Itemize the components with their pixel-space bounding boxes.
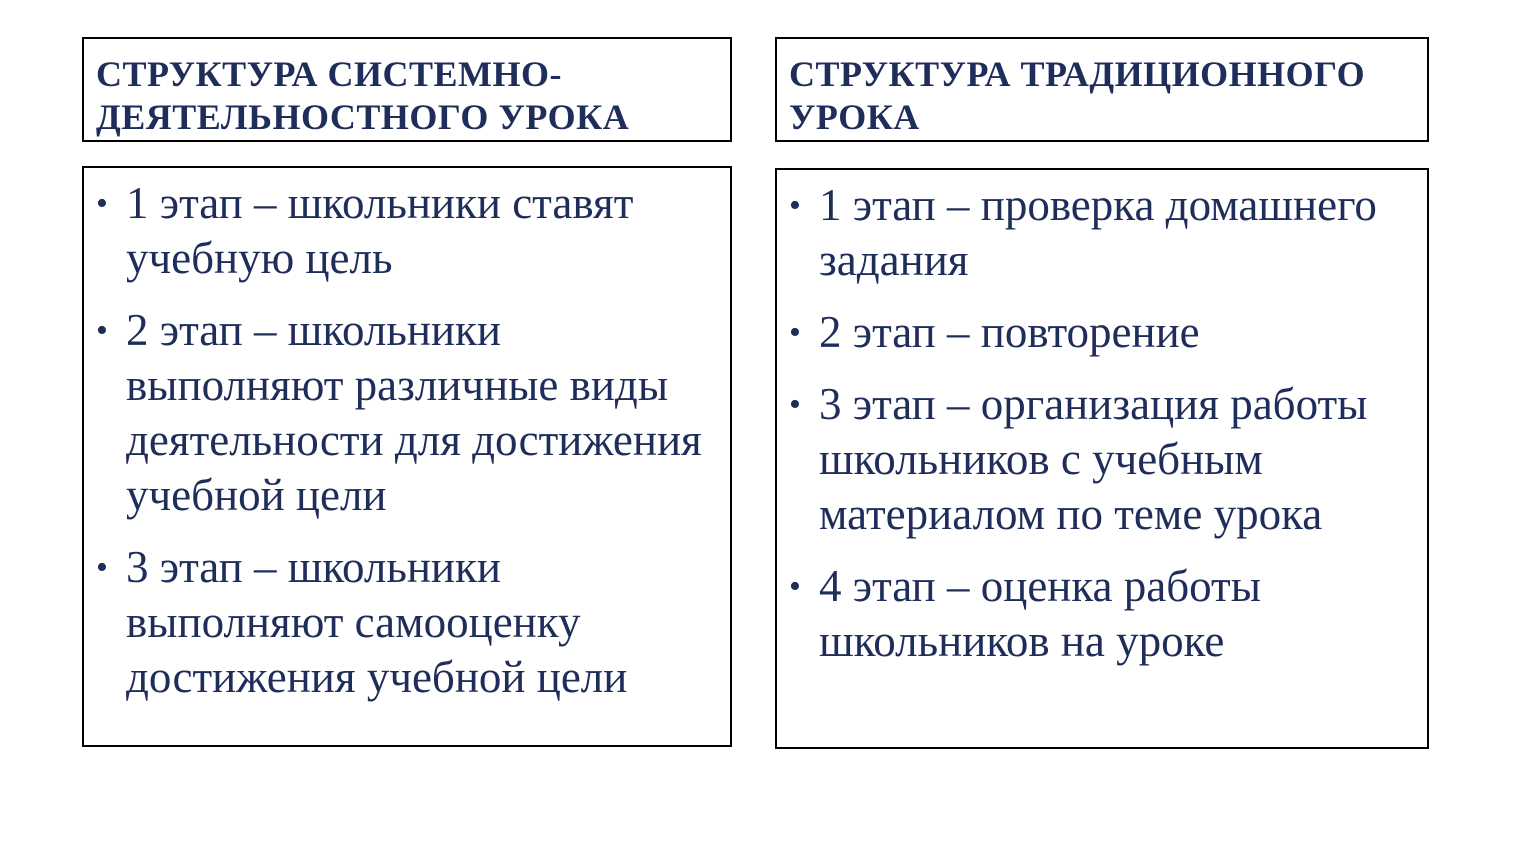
bullet-icon: •	[789, 386, 801, 423]
right-stage-2	[789, 305, 1415, 360]
bullet-icon: •	[789, 187, 801, 224]
bullet-icon: •	[96, 312, 108, 349]
right-stages-box	[775, 168, 1429, 749]
left-stage-1	[96, 176, 718, 286]
right-header-title: СТРУКТУРА ТРАДИЦИОННОГО УРОКА	[789, 54, 1366, 137]
right-stage-3	[789, 377, 1415, 542]
left-header-title: СТРУКТУРА СИСТЕМНО-ДЕЯТЕЛЬНОСТНОГО УРОКА	[96, 54, 630, 137]
right-stage-4	[789, 559, 1415, 669]
left-stage-1-text: 1 этап – школьники ставят учебную цель	[126, 178, 634, 283]
right-stage-2-text: 2 этап – повторение	[819, 307, 1200, 357]
bullet-icon: •	[789, 568, 801, 605]
bullet-icon: •	[96, 185, 108, 222]
left-stages-list	[96, 176, 718, 705]
bullet-icon: •	[96, 549, 108, 586]
left-stage-2-text: 2 этап – школьники выполняют различные виды деятельности для достижения учебной цели	[126, 305, 702, 520]
left-header-box	[82, 37, 732, 142]
right-stages-list	[789, 178, 1415, 669]
bullet-icon: •	[789, 314, 801, 351]
left-stage-3	[96, 540, 718, 705]
right-stage-1	[789, 178, 1415, 288]
right-stage-3-text: 3 этап – организация работы школьников с учебным материалом по теме урока	[819, 379, 1368, 539]
left-stage-3-text: 3 этап – школьники выполняют самооценку достижения учебной цели	[126, 542, 628, 702]
left-stages-box	[82, 166, 732, 747]
right-stage-4-text: 4 этап – оценка работы школьников на уроке	[819, 561, 1261, 666]
right-header-box	[775, 37, 1429, 142]
right-stage-1-text: 1 этап – проверка домашнего задания	[819, 180, 1377, 285]
left-stage-2	[96, 303, 718, 523]
